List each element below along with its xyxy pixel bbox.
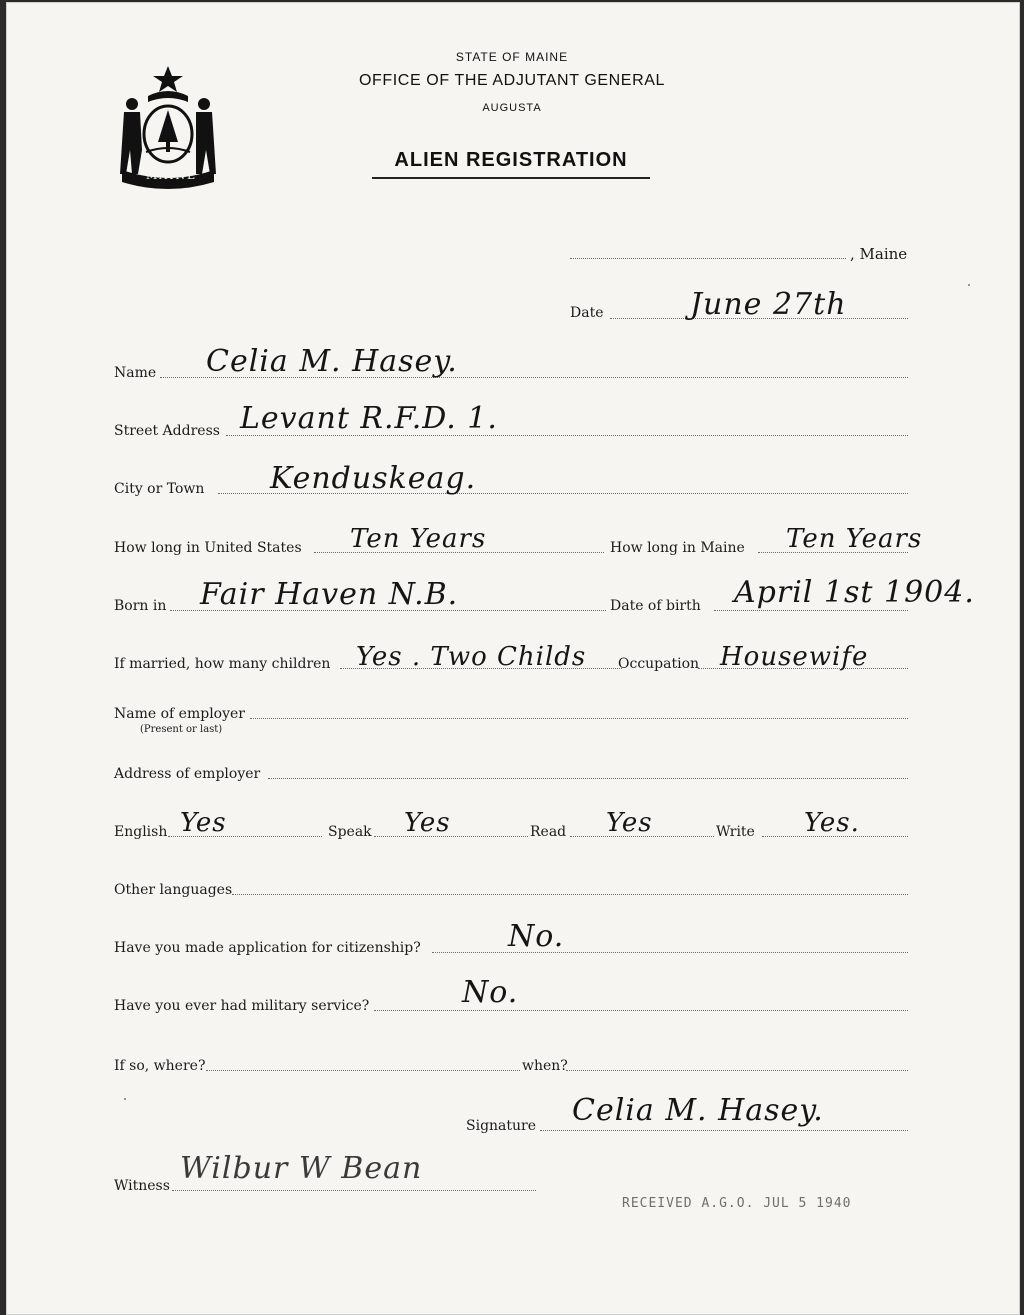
form-title: ALIEN REGISTRATION — [394, 149, 628, 171]
other-languages-label: Other languages — [114, 882, 233, 898]
witness-value: Wilbur W Bean — [180, 1151, 423, 1186]
english-label: English — [114, 824, 168, 840]
speak-label: Speak — [328, 824, 372, 840]
title-underline — [372, 177, 650, 179]
citizenship-line — [432, 952, 908, 953]
date-label: Date — [570, 305, 604, 321]
employer-label: Name of employer — [114, 706, 245, 722]
date-of-birth-label: Date of birth — [610, 598, 701, 614]
married-label: If married, how many children — [114, 656, 331, 672]
married-value: Yes . Two Childs — [356, 642, 587, 672]
paper-speck — [124, 1098, 126, 1100]
signature-label: Signature — [466, 1118, 537, 1134]
date-value: June 27th — [690, 287, 847, 322]
name-value: Celia M. Hasey. — [206, 344, 458, 379]
military-label: Have you ever had military service? — [114, 998, 370, 1014]
citizenship-value: No. — [508, 919, 565, 954]
street-label: Street Address — [114, 423, 220, 439]
speak-line — [374, 836, 528, 837]
employer-line — [250, 718, 908, 719]
maine-label: , Maine — [850, 245, 908, 263]
signature-line — [540, 1130, 908, 1131]
street-value: Levant R.F.D. 1. — [240, 401, 498, 436]
how-long-us-value: Ten Years — [350, 524, 487, 554]
military-value: No. — [462, 975, 519, 1010]
if-so-where-label: If so, where? — [114, 1058, 206, 1074]
employer-note: (Present or last) — [140, 724, 223, 735]
if-so-where-line — [206, 1070, 520, 1071]
date-of-birth-value: April 1st 1904. — [734, 575, 975, 610]
read-value: Yes — [606, 808, 653, 838]
occupation-value: Housewife — [720, 642, 869, 672]
date-of-birth-line — [714, 610, 908, 611]
born-in-value: Fair Haven N.B. — [200, 577, 459, 612]
employer-address-line — [268, 778, 908, 779]
city-town-label: City or Town — [114, 481, 205, 497]
signature-value: Celia M. Hasey. — [572, 1093, 824, 1128]
read-label: Read — [530, 824, 567, 840]
witness-line — [172, 1190, 536, 1191]
write-value: Yes. — [804, 808, 860, 838]
seal-banner-text: MAINE — [146, 169, 198, 182]
city-heading: AUGUSTA — [482, 102, 542, 114]
name-label: Name — [114, 365, 157, 381]
how-long-maine-value: Ten Years — [786, 524, 923, 554]
english-value: Yes — [180, 808, 227, 838]
how-long-maine-label: How long in Maine — [610, 540, 745, 556]
office-heading: OFFICE OF THE ADJUTANT GENERAL — [358, 72, 666, 89]
witness-label: Witness — [114, 1178, 170, 1194]
city-town-value: Kenduskeag. — [270, 461, 477, 496]
write-label: Write — [716, 824, 755, 840]
when-line — [566, 1070, 908, 1071]
town-line — [570, 258, 846, 259]
occupation-label: Occupation — [618, 656, 700, 672]
speak-value: Yes — [404, 808, 451, 838]
state-heading: STATE OF MAINE — [455, 50, 569, 64]
when-label: when? — [522, 1058, 568, 1074]
born-in-label: Born in — [114, 598, 167, 614]
paper-speck — [968, 284, 970, 286]
other-languages-line — [232, 894, 908, 895]
received-stamp: RECEIVED A.G.O. JUL 5 1940 — [622, 1196, 852, 1211]
military-line — [374, 1010, 908, 1011]
employer-address-label: Address of employer — [114, 766, 261, 782]
how-long-us-label: How long in United States — [114, 540, 302, 556]
citizenship-label: Have you made application for citizenship? — [114, 940, 421, 956]
